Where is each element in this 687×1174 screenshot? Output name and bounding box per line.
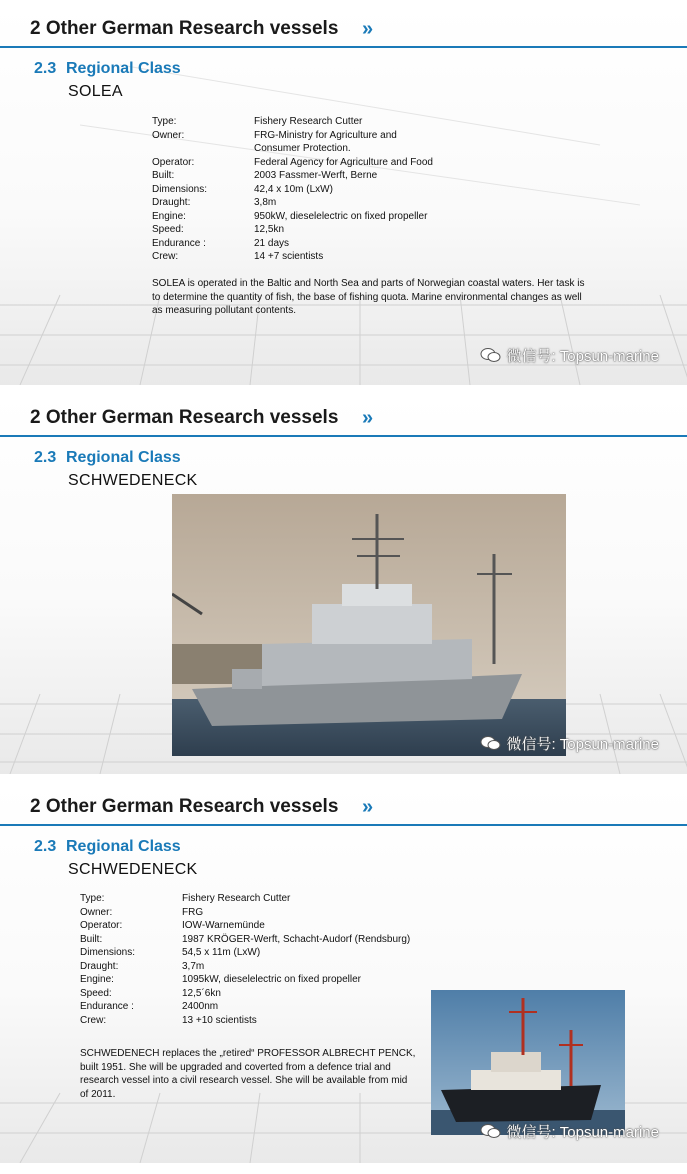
spec-key: Dimensions: <box>152 183 208 195</box>
spec-value: 12,5´6kn <box>182 987 221 999</box>
wechat-icon <box>480 735 502 751</box>
spec-row <box>152 223 622 237</box>
description-paragraph: SOLEA is operated in the Baltic and North Sea and parts of Norwegian coastal waters. Her task is to determine the quantity of fish, the base of fishing quota. Marine environmental changes as well as measuring pollutant contents. <box>152 278 585 316</box>
spec-row <box>152 237 622 251</box>
spec-row <box>80 906 500 920</box>
spec-value: 14 +7 scientists <box>254 251 324 262</box>
spec-key: Owner: <box>80 906 113 918</box>
spec-key: Crew: <box>80 1014 107 1026</box>
spec-row <box>152 183 622 197</box>
spec-value: 950kW, dieselelectric on fixed propeller <box>254 210 428 222</box>
header-divider <box>0 46 687 48</box>
section-title: Regional Class <box>66 449 181 466</box>
spec-row <box>152 210 622 224</box>
spec-value: 12,5kn <box>254 224 285 235</box>
slide-solea <box>0 5 687 385</box>
spec-value: FRG <box>182 906 204 918</box>
spec-value: 2003 Fassmer-Werft, Berne <box>254 170 378 181</box>
spec-value: 1095kW, dieselelectric on fixed propeller <box>182 974 361 985</box>
watermark <box>480 733 659 754</box>
spec-key: Type: <box>80 893 105 904</box>
spec-value: 21 days <box>254 237 290 249</box>
section-number: 2.3 <box>34 60 57 77</box>
spec-row <box>152 156 622 170</box>
spec-key: Built: <box>80 933 103 945</box>
section-number: 2.3 <box>34 838 57 855</box>
wechat-icon <box>480 347 502 363</box>
spec-value: Federal Agency for Agriculture and Food <box>254 156 433 168</box>
spec-row <box>152 250 622 264</box>
double-chevron-icon: » <box>362 407 368 429</box>
spec-value: Fishery Research Cutter <box>182 893 291 904</box>
header-divider <box>0 435 687 437</box>
spec-key: Endurance : <box>80 1001 134 1012</box>
spec-value: 3,7m <box>182 960 205 972</box>
ship-photo <box>172 494 566 756</box>
spec-value: 2400nm <box>182 1001 219 1012</box>
header-title: 2 Other German Research vessels <box>30 407 339 428</box>
spec-row <box>80 919 500 933</box>
spec-key: Draught: <box>80 960 119 972</box>
spec-value: 54,5 x 11m (LxW) <box>182 947 261 958</box>
spec-row <box>152 169 622 183</box>
watermark <box>480 345 659 366</box>
spec-row <box>152 129 622 156</box>
spec-key: Crew: <box>152 251 179 262</box>
spec-key: Engine: <box>80 974 114 985</box>
section-number: 2.3 <box>34 449 57 466</box>
spec-row <box>80 892 500 906</box>
vessel-name: SCHWEDENECK <box>68 861 198 878</box>
spec-row <box>152 196 622 210</box>
description-paragraph: SCHWEDENECH replaces the „retired“ PROFESSOR ALBRECHT PENCK, built 1951. She will be upgraded and coverted from a defence trial and research vessel into a civil research vessel. She will be available from mid of 2011. <box>80 1048 416 1100</box>
spec-key: Speed: <box>152 224 184 235</box>
header-divider <box>0 824 687 826</box>
ship-photo <box>431 990 625 1135</box>
spec-value: IOW-Warnemünde <box>182 920 265 931</box>
spec-key: Speed: <box>80 987 112 999</box>
spec-key: Operator: <box>152 156 195 168</box>
spec-key: Engine: <box>152 210 186 222</box>
header-title: 2 Other German Research vessels <box>30 18 339 39</box>
spec-row <box>80 933 500 947</box>
spec-key: Type: <box>152 116 177 127</box>
spec-value: 13 +10 scientists <box>182 1014 257 1026</box>
watermark-text: 微信号: Topsun-marine <box>506 1124 659 1141</box>
section-title: Regional Class <box>66 60 181 77</box>
watermark-text: 微信号: Topsun-marine <box>506 348 659 365</box>
spec-key: Owner: <box>152 129 185 141</box>
vessel-name: SCHWEDENECK <box>68 472 198 489</box>
spec-key: Dimensions: <box>80 947 136 958</box>
vessel-name: SOLEA <box>68 83 123 100</box>
slide-schwedeneck-photo <box>0 394 687 774</box>
double-chevron-icon: » <box>362 796 368 818</box>
double-chevron-icon: » <box>362 18 368 40</box>
spec-value: 3,8m <box>254 197 277 208</box>
spec-key: Operator: <box>80 920 123 931</box>
spec-key: Endurance : <box>152 237 206 249</box>
spec-key: Draught: <box>152 197 191 208</box>
section-title: Regional Class <box>66 838 181 855</box>
spec-list <box>152 115 622 264</box>
slide-schwedeneck-specs <box>0 783 687 1163</box>
spec-value: 1987 KRÖGER-Werft, Schacht-Audorf (Rendsburg) <box>182 933 411 945</box>
spec-row <box>152 115 622 129</box>
watermark <box>480 1121 659 1142</box>
wechat-icon <box>480 1123 502 1139</box>
spec-row <box>80 973 500 987</box>
spec-row <box>80 960 500 974</box>
spec-value: FRG-Ministry for Agriculture and Consumer Protection. <box>254 129 397 154</box>
spec-value: Fishery Research Cutter <box>254 116 363 127</box>
header-title: 2 Other German Research vessels <box>30 796 339 817</box>
spec-row <box>80 946 500 960</box>
spec-value: 42,4 x 10m (LxW) <box>254 183 333 195</box>
watermark-text: 微信号: Topsun-marine <box>506 736 659 753</box>
spec-key: Built: <box>152 170 175 181</box>
